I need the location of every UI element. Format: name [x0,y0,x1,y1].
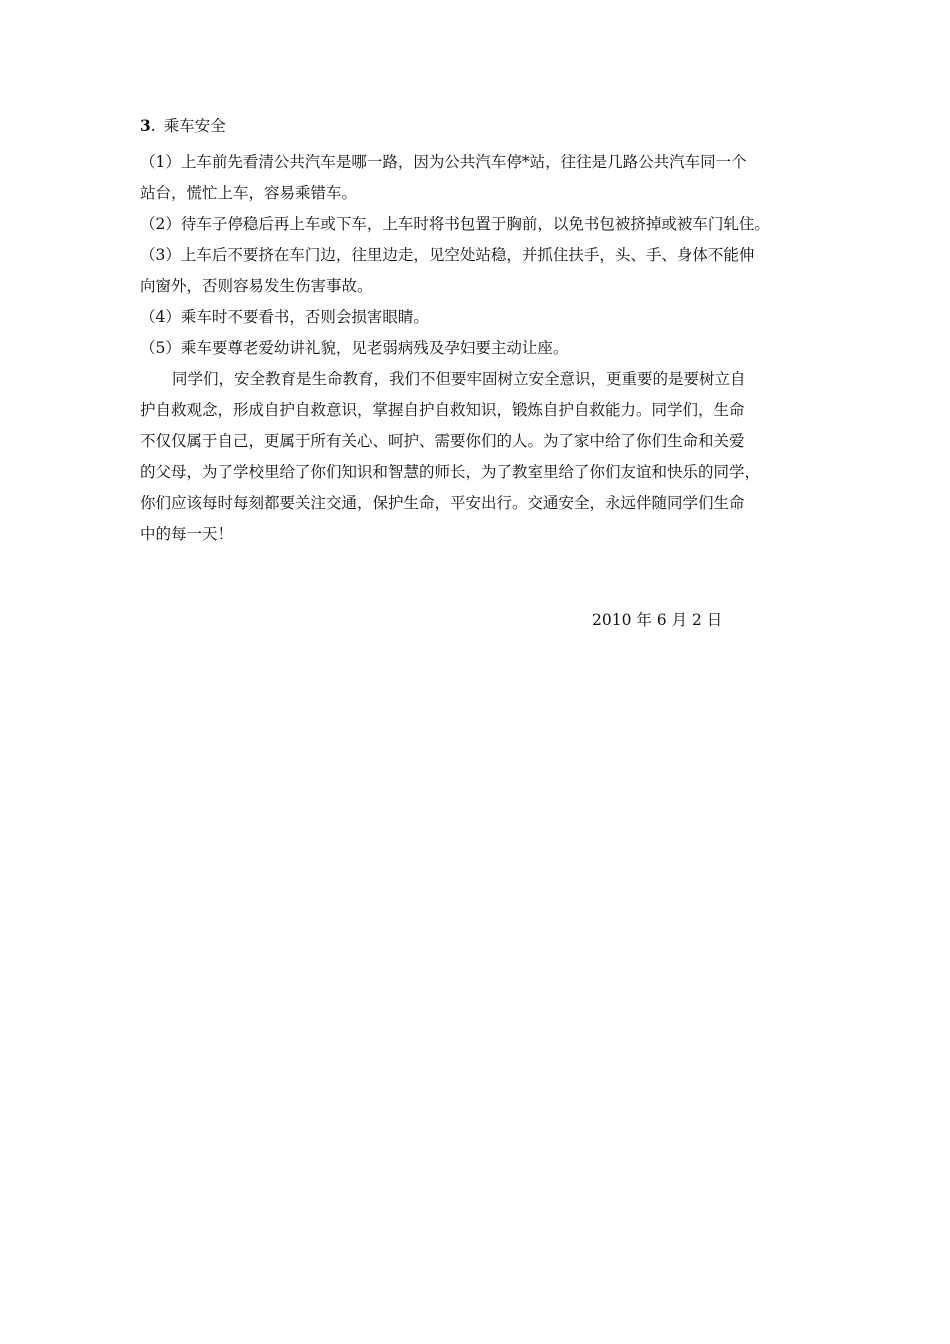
list-item-line: （3）上车后不要挤在车门边，往里边走，见空处站稳，并抓住扶手，头、手、身体不能伸 [140,246,755,264]
list-item-1 [140,147,820,209]
paragraph-line: 你们应该每时每刻都要关注交通，保护生命，平安出行。交通安全，永远伴随同学们生命 [140,494,745,512]
list-item-line: 站台，慌忙上车，容易乘错车。 [140,184,358,202]
section-heading [140,112,820,140]
list-item-line: （4）乘车时不要看书，否则会损害眼睛。 [140,308,429,326]
list-item-line: （2）待车子停稳后再上车或下车，上车时将书包置于胸前，以免书包被挤掉或被车门轧住。 [140,215,770,233]
section-title: 乘车安全 [163,117,226,135]
paragraph-line: 不仅仅属于自己，更属于所有关心、呵护、需要你们的人。为了家中给了你们生命和关爱 [140,432,745,450]
list-item-2 [140,209,820,240]
list-item-4 [140,302,820,333]
list-item-line: （1）上车前先看清公共汽车是哪一路，因为公共汽车停*站，往往是几路公共汽车同一个 [140,153,747,171]
document-body [140,112,820,550]
section-separator: . [150,117,156,135]
closing-paragraph [140,364,820,550]
document-date: 2010 年 6 月 2 日 [592,611,723,629]
paragraph-line: 中的每一天！ [140,525,234,543]
list-item-line: 向窗外，否则容易发生伤害事故。 [140,277,373,295]
list-item-5 [140,333,820,364]
paragraph-line: 护自救观念，形成自护自救意识，掌握自护自救知识，锻炼自护自救能力。同学们，生命 [140,401,745,419]
list-item-line: （5）乘车要尊老爱幼讲礼貌，见老弱病残及孕妇要主动让座。 [140,339,569,357]
paragraph-line: 同学们，安全教育是生命教育，我们不但要牢固树立安全意识，更重要的是要树立自 [172,370,746,388]
paragraph-line: 的父母，为了学校里给了你们知识和智慧的师长，为了教室里给了你们友谊和快乐的同学， [140,463,761,481]
list-item-3 [140,240,820,302]
section-number: 3 [140,116,151,135]
